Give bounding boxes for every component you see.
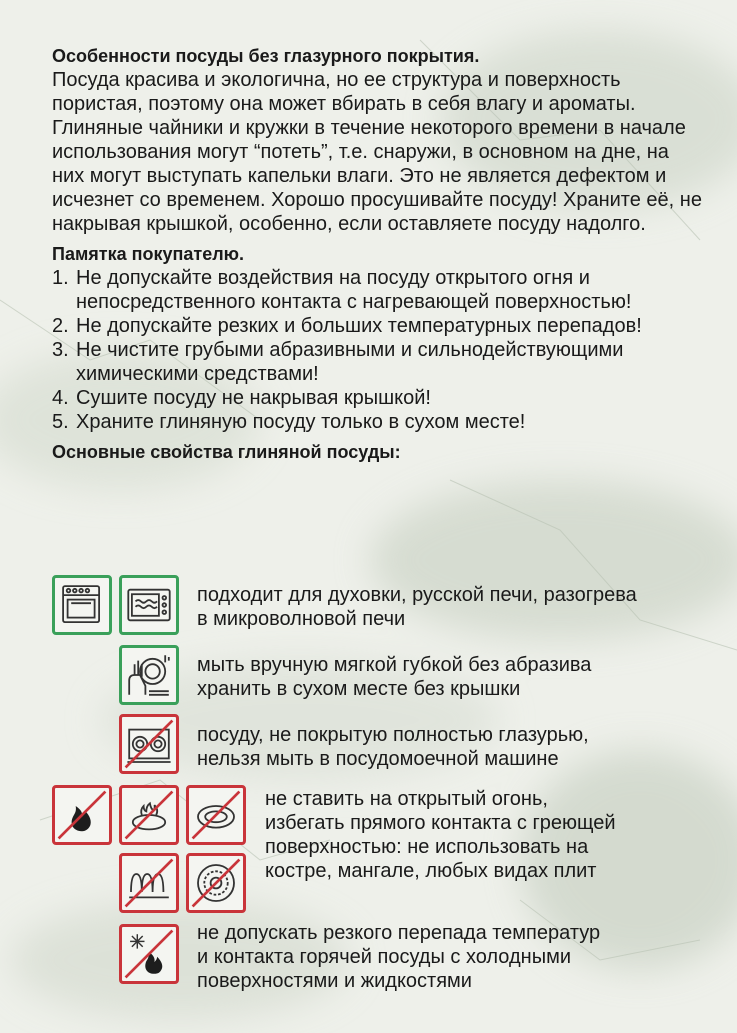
microwave-icon xyxy=(119,575,179,635)
hand-wash-icon xyxy=(119,645,179,705)
list-item: 3. Не чистите грубыми абразивными и сильнодействующими химическими средствами! xyxy=(52,339,624,385)
list-item: 4. Сушите посуду не накрывая крышкой! xyxy=(52,387,431,409)
no-electric-coil-icon xyxy=(119,853,179,913)
list-item: 2. Не допускайте резких и больших температурных перепадов! xyxy=(52,315,642,337)
no-hotplate-icon xyxy=(186,785,246,845)
list-item: 1. Не допускайте воздействия на посуду открытого огня и непосредственного контакта с нагревающей поверхностью! xyxy=(52,267,632,313)
property-label: не допускать резкого перепада температур и контакта горячей посуды с холодными поверхностями и жидкостями xyxy=(197,922,601,992)
property-label: посуду, не покрытую полностью глазурью, нельзя мыть в посудомоечной машине xyxy=(197,724,589,770)
no-temperature-shock-icon xyxy=(119,924,179,984)
no-induction-icon xyxy=(186,853,246,913)
section-title-properties: Основные свойства глиняной посуды: xyxy=(52,442,401,462)
section-title-buyer-memo: Памятка покупателю. xyxy=(52,244,245,264)
no-fire-icon xyxy=(52,785,112,845)
oven-icon xyxy=(52,575,112,635)
list-item: 5. Храните глиняную посуду только в сухом месте! xyxy=(52,411,526,433)
unglazed-description: Посуда красива и экологична, но ее структура и поверхность пористая, поэтому она может вбирать в себя влагу и ароматы. Глиняные чайники и кружки в течение некоторого времени в начале использования могут “потеть”, т.е. снаружи, в основном на дне, на них могут выступать капельки влаги. Это не является дефектом и исчезнет со временем. Хорошо просушивайте посуду! Храните её, не накрывая крышкой, особенно, если оставляете посуду надолго. xyxy=(52,69,702,235)
no-gas-stove-icon xyxy=(119,785,179,845)
property-label: подходит для духовки, русской печи, разогрева в микроволновой печи xyxy=(197,584,637,630)
property-label: мыть вручную мягкой губкой без абразива хранить в сухом месте без крышки xyxy=(197,654,592,700)
section-title-unglazed: Особенности посуды без глазурного покрытия. xyxy=(52,46,480,66)
no-dishwasher-icon xyxy=(119,714,179,774)
property-label: не ставить на открытый огонь, избегать прямого контакта с греющей поверхностью: не использовать на костре, мангале, любых видах плит xyxy=(265,788,616,882)
